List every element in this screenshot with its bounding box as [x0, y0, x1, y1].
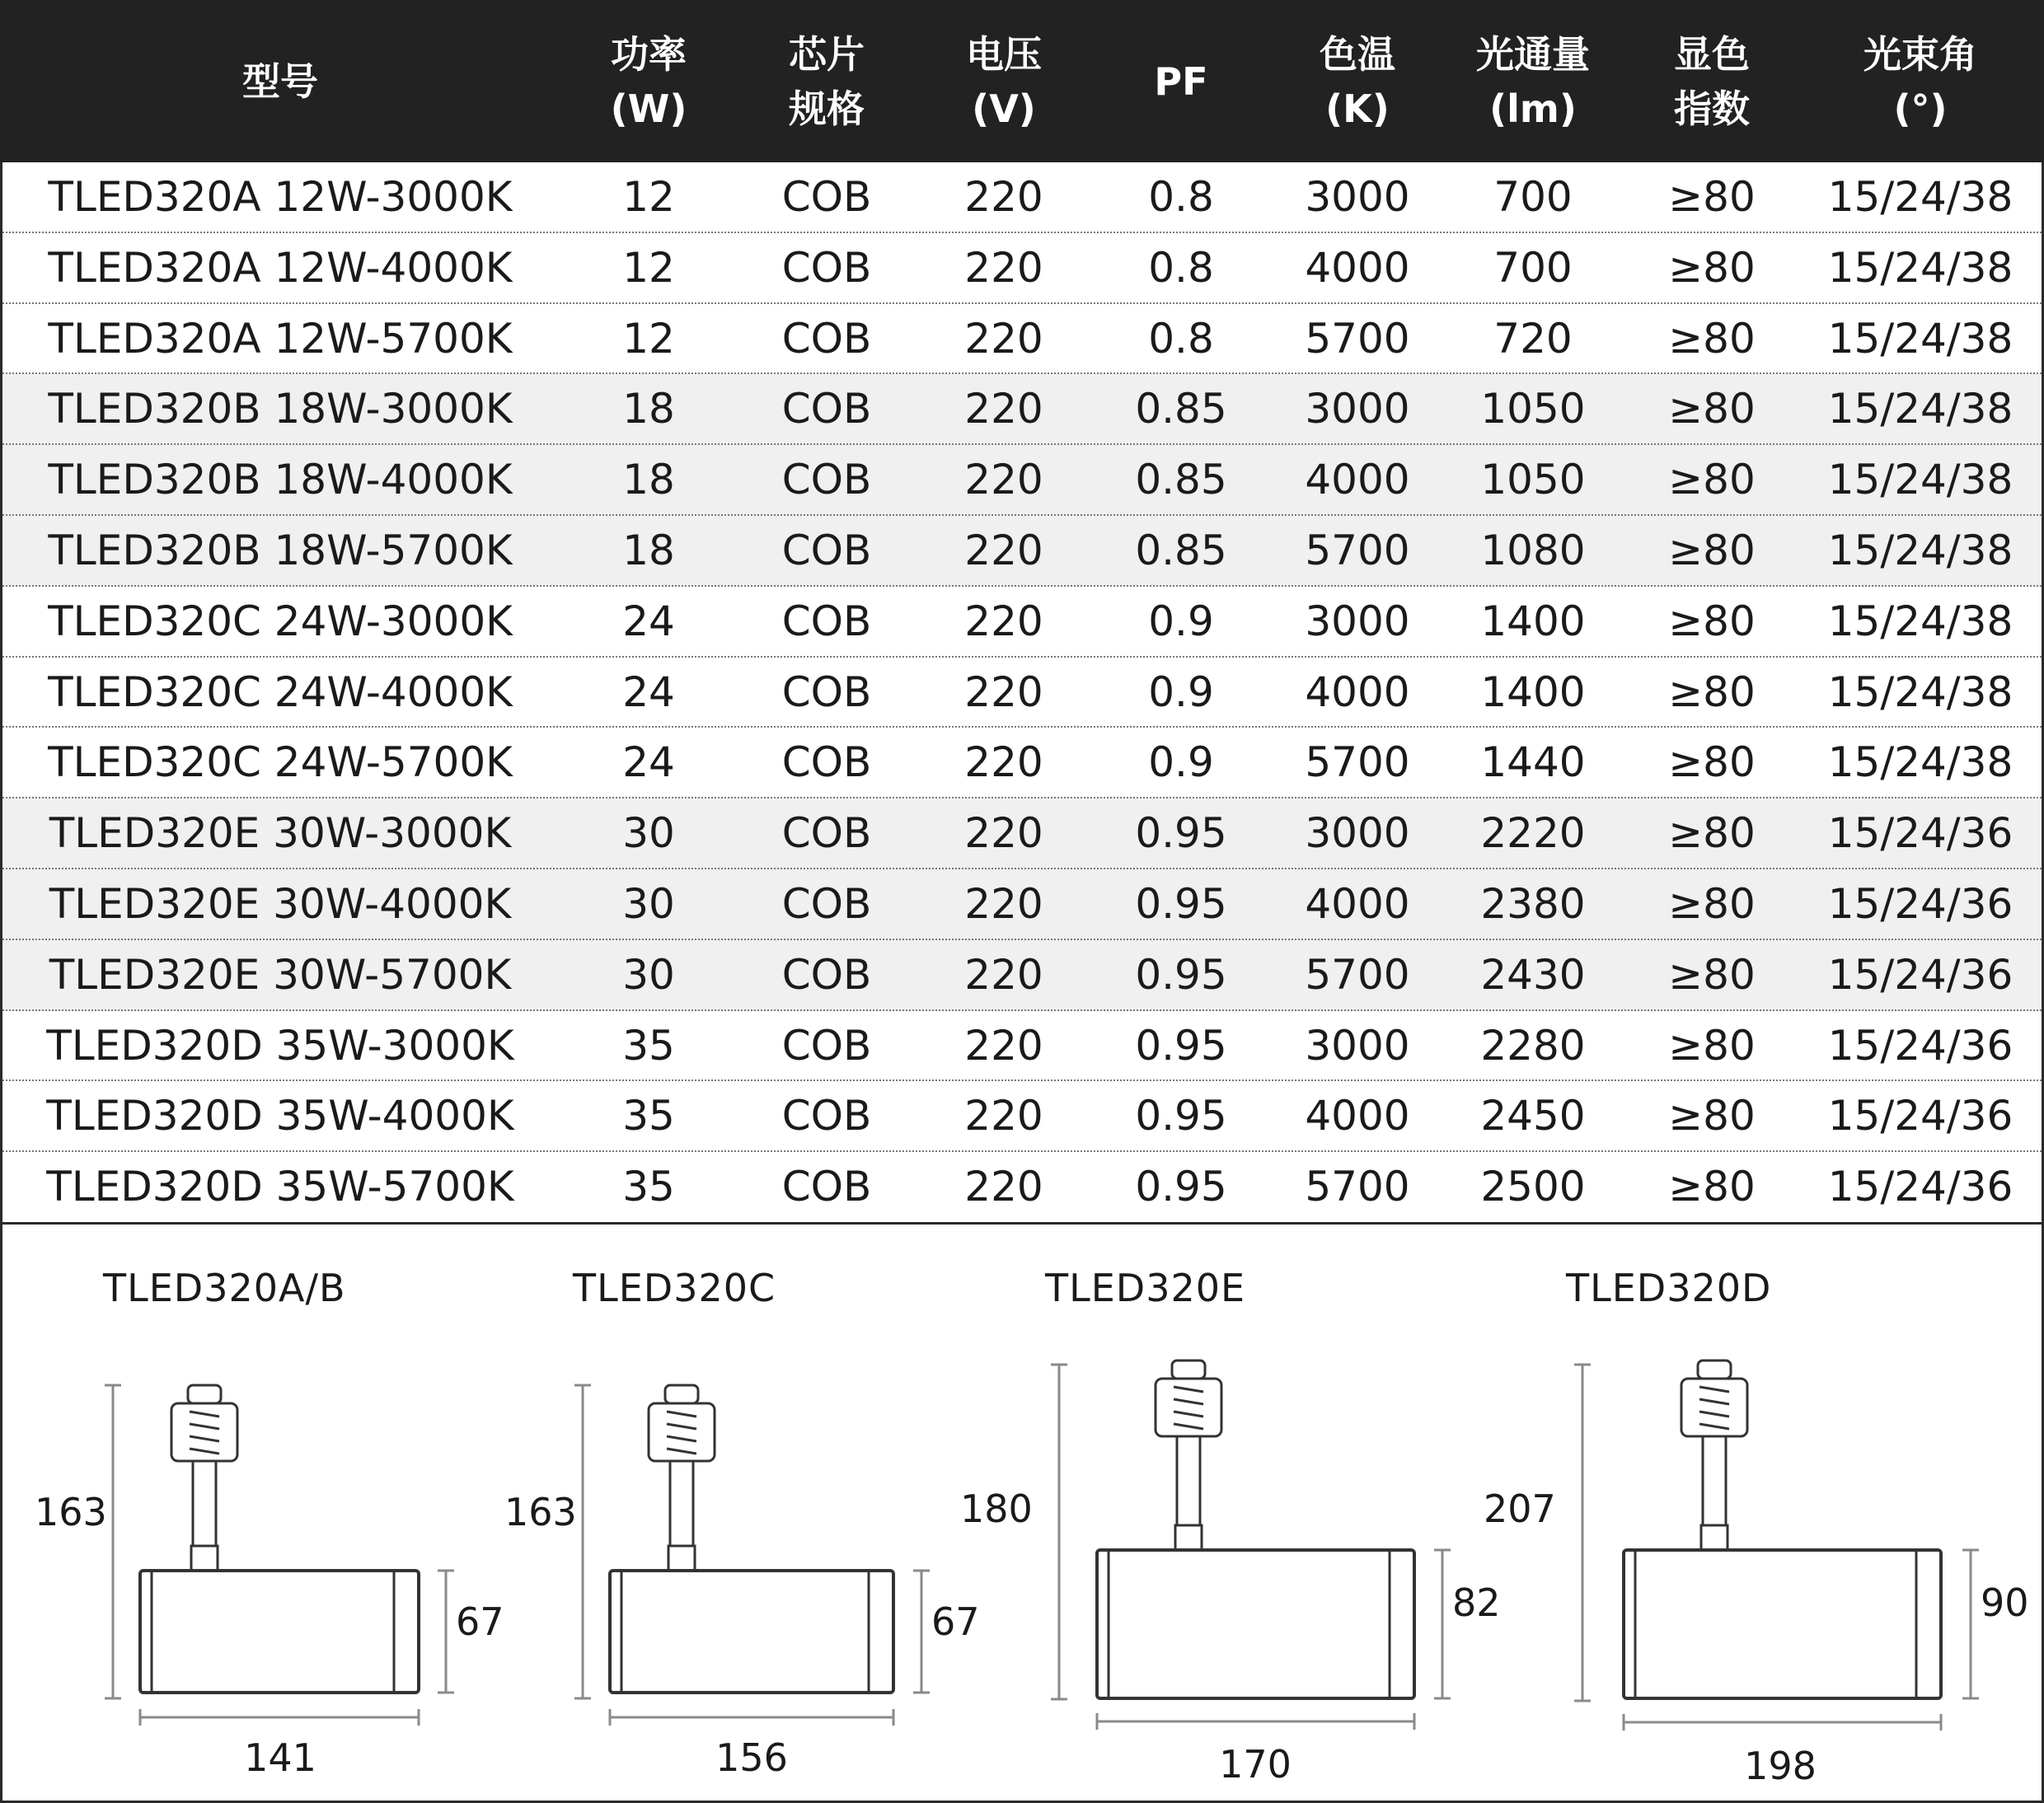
cell-voltage: 220 — [964, 527, 1043, 574]
cell-voltage: 220 — [964, 456, 1043, 504]
cell-beam: 15/24/38 — [1827, 456, 2014, 504]
cell-lumen: 720 — [1493, 314, 1573, 363]
table-row — [2, 374, 2042, 445]
table-row — [2, 1081, 2042, 1152]
lamp-body — [610, 1571, 893, 1693]
cell-cct: 5700 — [1305, 527, 1410, 574]
cell-pf: 0.95 — [1135, 1163, 1227, 1211]
cell-pf: 0.95 — [1135, 880, 1227, 928]
cell-voltage: 220 — [964, 880, 1043, 928]
overall-height-value: 163 — [504, 1490, 577, 1534]
cell-model: TLED320B 18W-3000K — [48, 385, 513, 433]
cell-lumen: 2280 — [1480, 1021, 1586, 1070]
header-cct-line1: 色温 — [1320, 31, 1395, 77]
cell-model: TLED320C 24W-3000K — [48, 597, 513, 645]
cell-model: TLED320D 35W-4000K — [46, 1092, 514, 1140]
cell-cri: ≥80 — [1668, 1163, 1756, 1211]
cell-cri: ≥80 — [1668, 385, 1756, 433]
cell-voltage: 220 — [964, 667, 1043, 716]
cell-beam: 15/24/38 — [1827, 173, 2014, 221]
table-row — [2, 516, 2042, 587]
cell-power: 30 — [622, 880, 675, 928]
lamp-body — [1097, 1550, 1414, 1698]
table-row — [2, 658, 2042, 728]
cell-model: TLED320A 12W-4000K — [48, 243, 513, 292]
cell-cct: 5700 — [1305, 314, 1410, 363]
cell-pf: 0.85 — [1135, 385, 1227, 433]
stem-joint — [1701, 1525, 1728, 1550]
cell-pf: 0.95 — [1135, 1021, 1227, 1070]
cell-cct: 4000 — [1305, 667, 1410, 716]
header-pf-line1: PF — [1154, 59, 1208, 104]
header-cct — [1275, 0, 1440, 162]
cell-cct: 4000 — [1305, 880, 1410, 928]
cell-model: TLED320A 12W-3000K — [48, 173, 513, 221]
cell-cri: ≥80 — [1668, 1021, 1756, 1070]
cell-lumen: 1050 — [1480, 456, 1586, 504]
cell-power: 12 — [622, 243, 675, 292]
table-row — [2, 162, 2042, 233]
overall-height-value: 207 — [1484, 1487, 1556, 1531]
header-cri-line1: 显色 — [1674, 31, 1750, 77]
cell-model: TLED320B 18W-5700K — [48, 527, 513, 574]
cell-lumen: 1440 — [1480, 738, 1586, 787]
header-model — [16, 0, 544, 162]
cell-power: 24 — [622, 738, 675, 787]
cell-pf: 0.95 — [1135, 1092, 1227, 1140]
cell-model: TLED320D 35W-3000K — [46, 1021, 514, 1070]
cell-power: 24 — [622, 597, 675, 645]
header-beam — [1805, 0, 2036, 162]
cell-beam: 15/24/38 — [1827, 597, 2014, 645]
cell-chip: COB — [781, 1163, 872, 1211]
cell-lumen: 2380 — [1480, 880, 1586, 928]
cell-cct: 5700 — [1305, 950, 1410, 999]
cell-lumen: 2450 — [1480, 1092, 1586, 1140]
cell-cri: ≥80 — [1668, 667, 1756, 716]
table-row — [2, 233, 2042, 304]
cell-chip: COB — [781, 809, 872, 858]
cell-voltage: 220 — [964, 1021, 1043, 1070]
width-value: 170 — [1219, 1742, 1292, 1787]
cell-cct: 3000 — [1305, 1021, 1410, 1070]
cell-chip: COB — [781, 456, 872, 504]
stem — [670, 1461, 693, 1546]
cell-pf: 0.8 — [1148, 243, 1214, 292]
overall-height-value: 180 — [960, 1487, 1033, 1531]
cell-power: 30 — [622, 809, 675, 858]
cell-voltage: 220 — [964, 385, 1043, 433]
drawing-tled320ab — [0, 1225, 527, 1793]
cell-power: 18 — [622, 527, 675, 574]
cell-beam: 15/24/36 — [1827, 809, 2014, 858]
cell-voltage: 220 — [964, 738, 1043, 787]
cell-model: TLED320C 24W-5700K — [48, 738, 513, 787]
cell-chip: COB — [781, 527, 872, 574]
header-chip-line2: 规格 — [789, 86, 865, 131]
header-cct-line2: (K) — [1325, 86, 1390, 131]
stem-joint — [1175, 1525, 1202, 1550]
drawing-model-label: TLED320A/B — [103, 1266, 346, 1310]
width-value: 198 — [1744, 1744, 1817, 1788]
cell-power: 18 — [622, 456, 675, 504]
cell-voltage: 220 — [964, 597, 1043, 645]
cell-power: 12 — [622, 314, 675, 363]
stem — [193, 1461, 216, 1546]
cell-cri: ≥80 — [1668, 738, 1756, 787]
cell-voltage: 220 — [964, 243, 1043, 292]
cell-voltage: 220 — [964, 1163, 1043, 1211]
cell-power: 12 — [622, 173, 675, 221]
cell-chip: COB — [781, 1021, 872, 1070]
cell-lumen: 1400 — [1480, 597, 1586, 645]
cell-voltage: 220 — [964, 950, 1043, 999]
cell-pf: 0.8 — [1148, 314, 1214, 363]
cell-cri: ≥80 — [1668, 527, 1756, 574]
cell-chip: COB — [781, 950, 872, 999]
cell-pf: 0.85 — [1135, 456, 1227, 504]
lamp-body — [1624, 1550, 1941, 1698]
cell-model: TLED320C 24W-4000K — [48, 667, 513, 716]
body-height-value: 90 — [1981, 1581, 2029, 1625]
body-height-value: 82 — [1452, 1581, 1501, 1625]
header-voltage-line1: 电压 — [966, 31, 1042, 77]
cell-chip: COB — [781, 385, 872, 433]
cell-power: 35 — [622, 1021, 675, 1070]
cell-cct: 3000 — [1305, 173, 1410, 221]
cell-pf: 0.9 — [1148, 738, 1214, 787]
cell-beam: 15/24/38 — [1827, 385, 2014, 433]
cell-beam: 15/24/36 — [1827, 1021, 2014, 1070]
stem — [1177, 1436, 1200, 1525]
cell-model: TLED320E 30W-4000K — [49, 880, 512, 928]
cell-model: TLED320A 12W-5700K — [48, 314, 513, 363]
header-beam-line2: (°) — [1893, 86, 1948, 131]
cell-model: TLED320E 30W-3000K — [49, 809, 512, 858]
cell-power: 24 — [622, 667, 675, 716]
cell-chip: COB — [781, 1092, 872, 1140]
table-row — [2, 798, 2042, 869]
header-model-line1: 型号 — [242, 59, 318, 104]
cell-pf: 0.8 — [1148, 173, 1214, 221]
table-row — [2, 445, 2042, 516]
cell-model: TLED320B 18W-4000K — [48, 456, 513, 504]
cell-cct: 4000 — [1305, 456, 1410, 504]
adapter-cap — [665, 1385, 698, 1403]
cell-beam: 15/24/38 — [1827, 314, 2014, 363]
drawing-model-label: TLED320E — [1045, 1266, 1246, 1310]
table-row — [2, 728, 2042, 798]
cell-voltage: 220 — [964, 1092, 1043, 1140]
cell-pf: 0.95 — [1135, 809, 1227, 858]
stem-joint — [668, 1546, 695, 1571]
drawing-model-label: TLED320C — [573, 1266, 776, 1310]
header-pf — [1099, 0, 1263, 162]
table-row — [2, 869, 2042, 940]
cell-lumen: 1080 — [1480, 527, 1586, 574]
cell-chip: COB — [781, 314, 872, 363]
cell-pf: 0.9 — [1148, 667, 1214, 716]
table-row — [2, 1152, 2042, 1223]
adapter-cap — [1698, 1360, 1731, 1379]
cell-power: 35 — [622, 1163, 675, 1211]
cell-chip: COB — [781, 667, 872, 716]
header-power-line2: (W) — [610, 86, 687, 131]
cell-lumen: 1050 — [1480, 385, 1586, 433]
cell-cri: ≥80 — [1668, 456, 1756, 504]
header-cri — [1629, 0, 1794, 162]
cell-cri: ≥80 — [1668, 243, 1756, 292]
cell-beam: 15/24/38 — [1827, 243, 2014, 292]
cell-voltage: 220 — [964, 314, 1043, 363]
stem-joint — [191, 1546, 218, 1571]
cell-voltage: 220 — [964, 173, 1043, 221]
header-lumen-line1: 光通量 — [1476, 31, 1590, 77]
cell-lumen: 700 — [1493, 173, 1573, 221]
cell-chip: COB — [781, 738, 872, 787]
body-height-value: 67 — [931, 1599, 980, 1644]
drawing-tled320c — [470, 1225, 997, 1793]
header-beam-line1: 光束角 — [1864, 31, 1977, 77]
header-chip-line1: 芯片 — [789, 31, 865, 77]
cell-cri: ≥80 — [1668, 1092, 1756, 1140]
stem — [1703, 1436, 1726, 1525]
body-height-value: 67 — [456, 1599, 504, 1644]
cell-beam: 15/24/38 — [1827, 667, 2014, 716]
header-voltage — [921, 0, 1086, 162]
cell-power: 35 — [622, 1092, 675, 1140]
header-power-line1: 功率 — [611, 31, 687, 77]
cell-lumen: 2430 — [1480, 950, 1586, 999]
header-lumen-line2: (lm) — [1489, 86, 1577, 131]
table-header — [0, 0, 2044, 162]
cell-chip: COB — [781, 243, 872, 292]
cell-pf: 0.95 — [1135, 950, 1227, 999]
cell-cct: 4000 — [1305, 1092, 1410, 1140]
cell-pf: 0.9 — [1148, 597, 1214, 645]
cell-pf: 0.85 — [1135, 527, 1227, 574]
cell-chip: COB — [781, 880, 872, 928]
cell-power: 18 — [622, 385, 675, 433]
cell-voltage: 220 — [964, 809, 1043, 858]
cell-cct: 5700 — [1305, 1163, 1410, 1211]
overall-height-value: 163 — [35, 1490, 107, 1534]
header-chip — [744, 0, 909, 162]
cell-beam: 15/24/36 — [1827, 1163, 2014, 1211]
cell-cct: 3000 — [1305, 385, 1410, 433]
cell-beam: 15/24/36 — [1827, 1092, 2014, 1140]
cell-beam: 15/24/36 — [1827, 950, 2014, 999]
cell-lumen: 2220 — [1480, 809, 1586, 858]
header-voltage-line2: (V) — [972, 86, 1036, 131]
header-cri-line2: 指数 — [1674, 86, 1750, 131]
header-power — [566, 0, 731, 162]
cell-cct: 5700 — [1305, 738, 1410, 787]
table-row — [2, 1011, 2042, 1082]
drawing-tled320d — [1467, 1225, 2029, 1793]
header-lumen — [1434, 0, 1632, 162]
cell-cct: 3000 — [1305, 809, 1410, 858]
cell-chip: COB — [781, 173, 872, 221]
cell-lumen: 1400 — [1480, 667, 1586, 716]
adapter-cap — [188, 1385, 221, 1403]
table-row — [2, 940, 2042, 1011]
width-value: 156 — [715, 1735, 788, 1780]
cell-power: 30 — [622, 950, 675, 999]
cell-beam: 15/24/36 — [1827, 880, 2014, 928]
cell-beam: 15/24/38 — [1827, 738, 2014, 787]
table-row — [2, 587, 2042, 658]
cell-cri: ≥80 — [1668, 950, 1756, 999]
cell-lumen: 700 — [1493, 243, 1573, 292]
cell-cct: 3000 — [1305, 597, 1410, 645]
cell-model: TLED320E 30W-5700K — [49, 950, 512, 999]
cell-lumen: 2500 — [1480, 1163, 1586, 1211]
cell-cri: ≥80 — [1668, 173, 1756, 221]
lamp-body — [140, 1571, 419, 1693]
drawing-tled320e — [940, 1225, 1501, 1793]
cell-chip: COB — [781, 597, 872, 645]
cell-model: TLED320D 35W-5700K — [46, 1163, 514, 1211]
table-row — [2, 304, 2042, 375]
cell-cri: ≥80 — [1668, 597, 1756, 645]
adapter-cap — [1172, 1360, 1205, 1379]
cell-cct: 4000 — [1305, 243, 1410, 292]
cell-cri: ≥80 — [1668, 314, 1756, 363]
width-value: 141 — [244, 1735, 316, 1780]
drawing-model-label: TLED320D — [1566, 1266, 1772, 1310]
cell-cri: ≥80 — [1668, 809, 1756, 858]
cell-beam: 15/24/38 — [1827, 527, 2014, 574]
cell-cri: ≥80 — [1668, 880, 1756, 928]
